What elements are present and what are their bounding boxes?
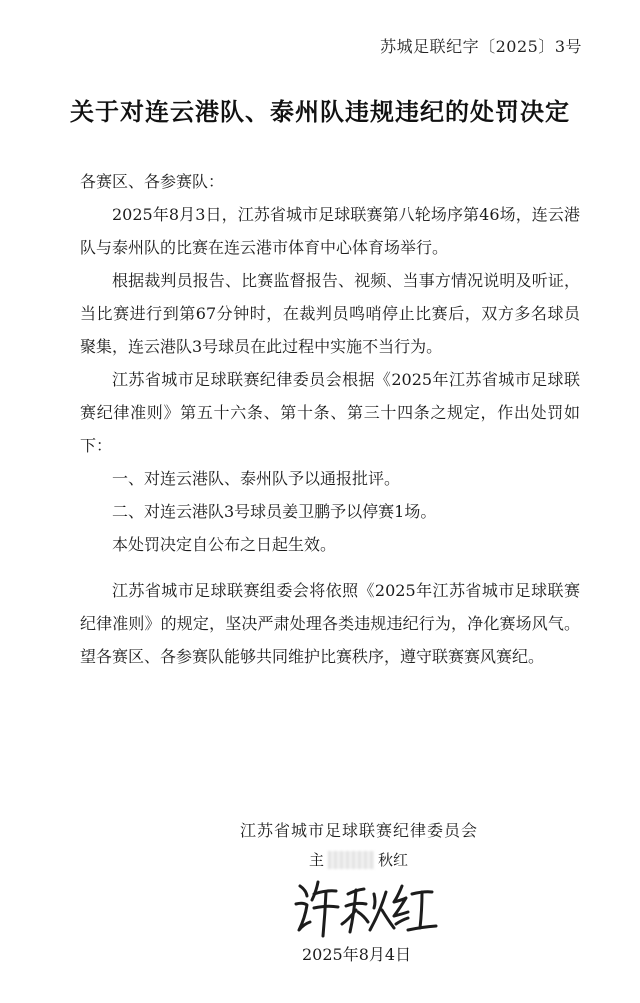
paragraph-incident: 根据裁判员报告、比赛监督报告、视频、当事方情况说明及听证，当比赛进行到第67分钟时，在裁判员鸣哨停止比赛后，双方多名球员聚集，连云港队3号球员在此过程中实施不当行为。 xyxy=(80,271,580,356)
handwritten-signature xyxy=(290,872,440,940)
signing-person xyxy=(309,849,408,870)
salutation: 各赛区、各参赛队： xyxy=(80,172,225,191)
signing-organization: 江苏省城市足球联赛纪律委员会 xyxy=(240,821,479,840)
penalty-item-2: 二、对连云港队3号球员姜卫鹏予以停赛1场。 xyxy=(112,502,437,521)
signing-person-title: 主 xyxy=(309,851,325,869)
document-body xyxy=(80,165,580,673)
document-date: 2025年8月4日 xyxy=(302,945,412,964)
paragraph-date-match: 2025年8月3日，江苏省城市足球联赛第八轮场序第46场，连云港队与泰州队的比赛在连云港市体育中心体育场举行。 xyxy=(80,205,580,257)
signing-person-name: 秋红 xyxy=(378,851,409,869)
document-number: 苏城足联纪字〔2025〕3号 xyxy=(380,37,582,56)
penalty-item-1: 一、对连云港队、泰州队予以通报批评。 xyxy=(112,469,401,488)
paragraph-basis: 江苏省城市足球联赛纪律委员会根据《2025年江苏省城市足球联赛纪律准则》第五十六条、第十条、第三十四条之规定，作出处罚如下： xyxy=(80,370,580,455)
redaction-mark xyxy=(328,851,374,869)
paragraph-effective: 本处罚决定自公布之日起生效。 xyxy=(112,535,337,554)
document-title: 关于对连云港队、泰州队违规违纪的处罚决定 xyxy=(70,97,570,126)
paragraph-closing: 江苏省城市足球联赛组委会将依照《2025年江苏省城市足球联赛纪律准则》的规定，坚决严肃处理各类违规违纪行为，净化赛场风气。望各赛区、各参赛队能够共同维护比赛秩序，遵守联赛赛风赛纪。 xyxy=(80,581,580,666)
